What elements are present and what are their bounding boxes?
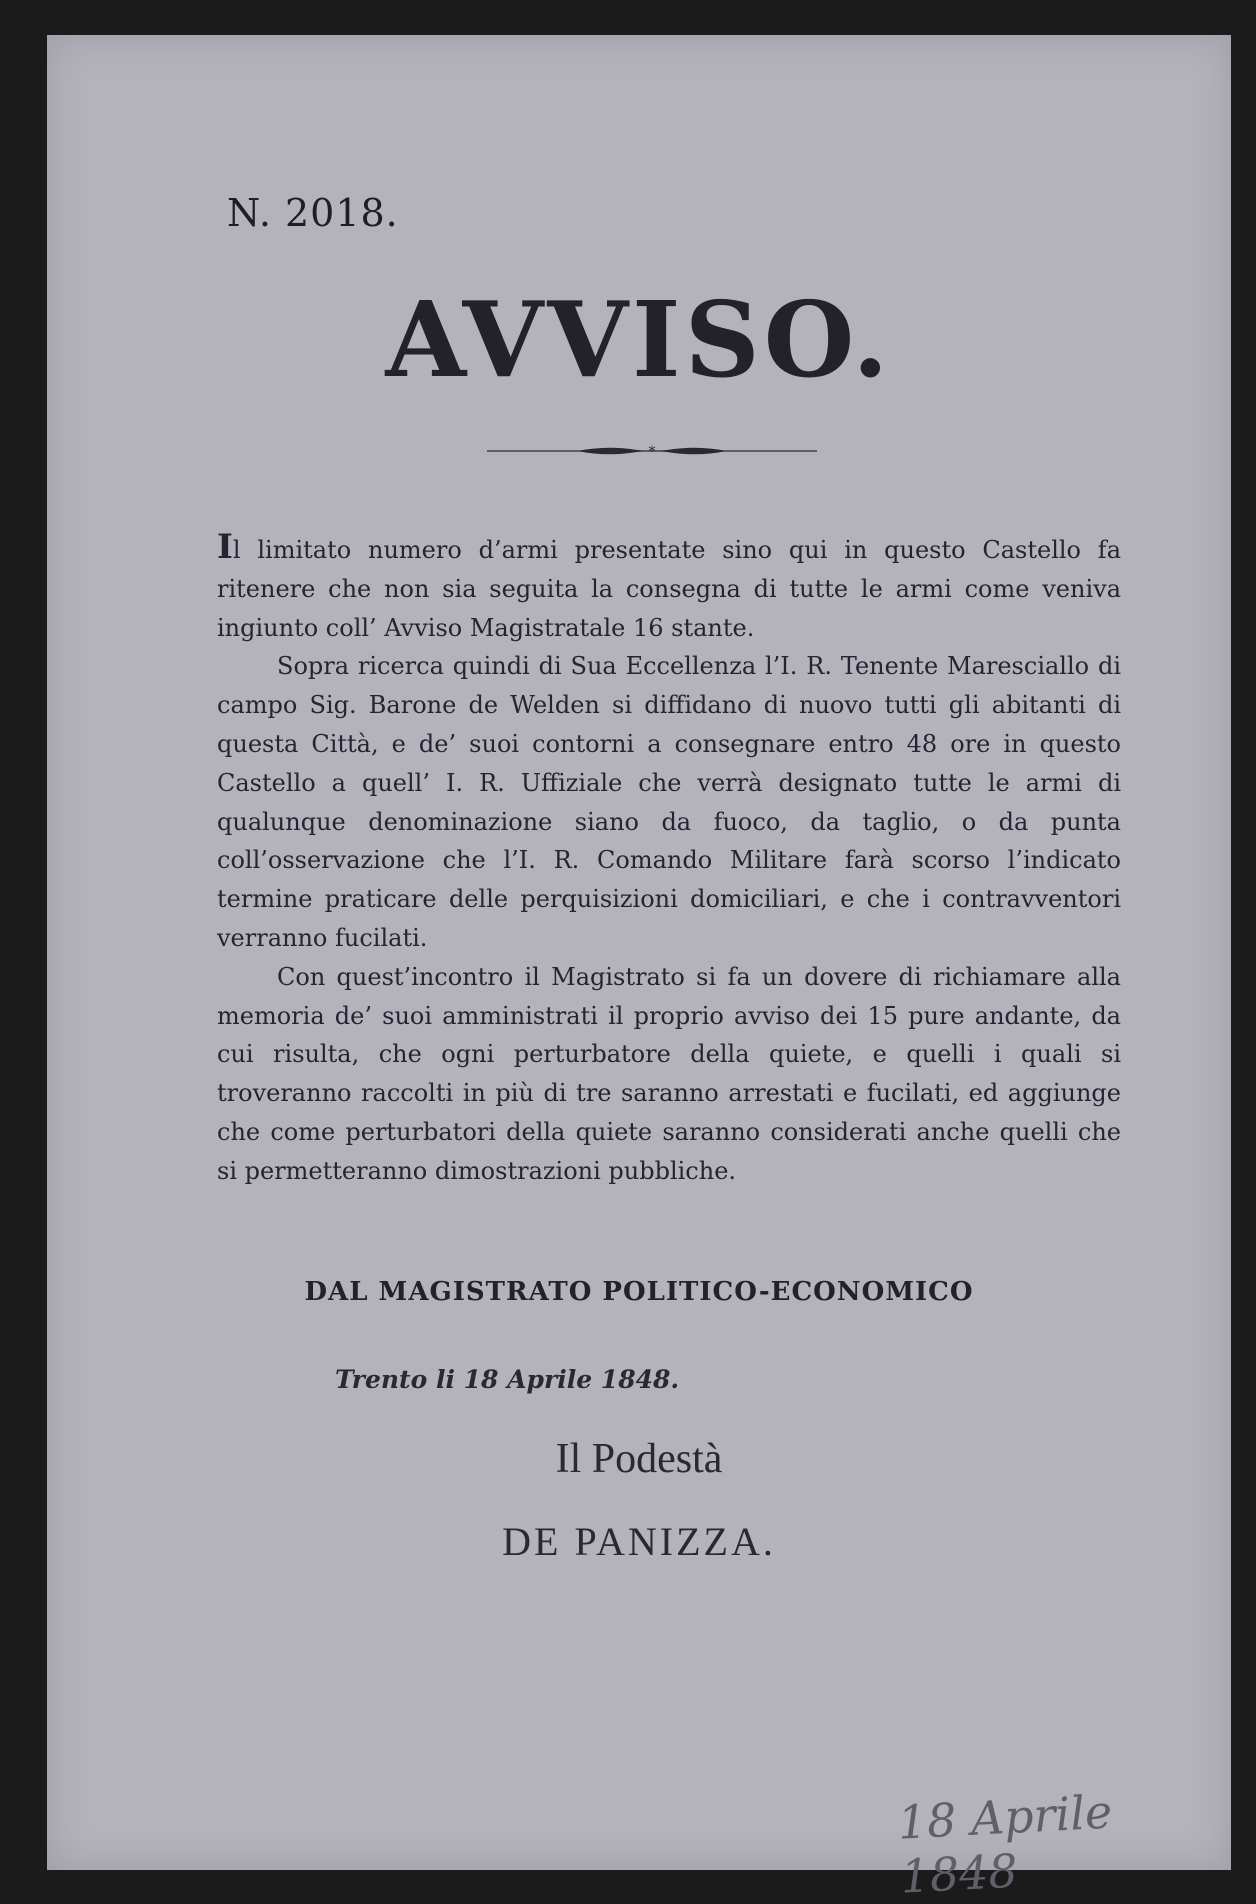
notice-title: AVVISO.	[385, 278, 893, 401]
paragraph-1	[217, 527, 1121, 647]
decorative-rule-ornament-icon	[487, 443, 817, 459]
svg-text:*: *	[648, 444, 656, 459]
notice-number: N. 2018.	[227, 191, 399, 235]
paragraph-1-text: l limitato numero d’armi presentate sino qui in questo Castello fa ritenere che non sia seguita la consegna di tutte le armi come veniva ingiunto coll’ Avviso Magistratale 16 stante.	[217, 536, 1121, 642]
poster-sheet	[47, 35, 1231, 1904]
signature-name: DE PANIZZA.	[502, 1519, 776, 1564]
paragraph-2: Sopra ricerca quindi di Sua Eccellenza l’I. R. Tenente Maresciallo di campo Sig. Barone de Welden si diffidano di nuovo tutti gli abitanti di questa Città, e de’ suoi contorni a consegnare entro 48 ore in questo Castello a quell’ I. R. Uffiziale che verrà designato tutte le armi di qualunque denominazione siano da fuoco, da taglio, o da punta coll’osservazione che l’I. R. Comando Militare farà scorso l’indicato termine praticare delle perquisizioni domiciliari, e che i contravventori verranno fucilati.	[217, 652, 1121, 952]
paragraph-3: Con quest’incontro il Magistrato si fa un dovere di richiamare alla memoria de’ suoi amministrati il proprio avviso dei 15 pure andante, da cui risulta, che ogni perturbatore della quiete, e quelli i quali si troveranno raccolti in più di tre saranno arrestati e fucilati, ed aggiunge che come perturbatori della quiete saranno considerati anche quelli che si permetteranno dimostrazioni pubbliche.	[217, 962, 1121, 1185]
place-date: Trento li 18 Aprile 1848.	[335, 1365, 680, 1394]
notice-body	[217, 527, 1121, 1191]
official-title: Il Podestà	[555, 1436, 723, 1482]
handwritten-date-annotation: 18 Aprile 1848	[896, 1784, 1114, 1904]
issuer-line: DAL MAGISTRATO POLITICO-ECONOMICO	[304, 1277, 974, 1307]
drop-cap: I	[217, 527, 233, 567]
